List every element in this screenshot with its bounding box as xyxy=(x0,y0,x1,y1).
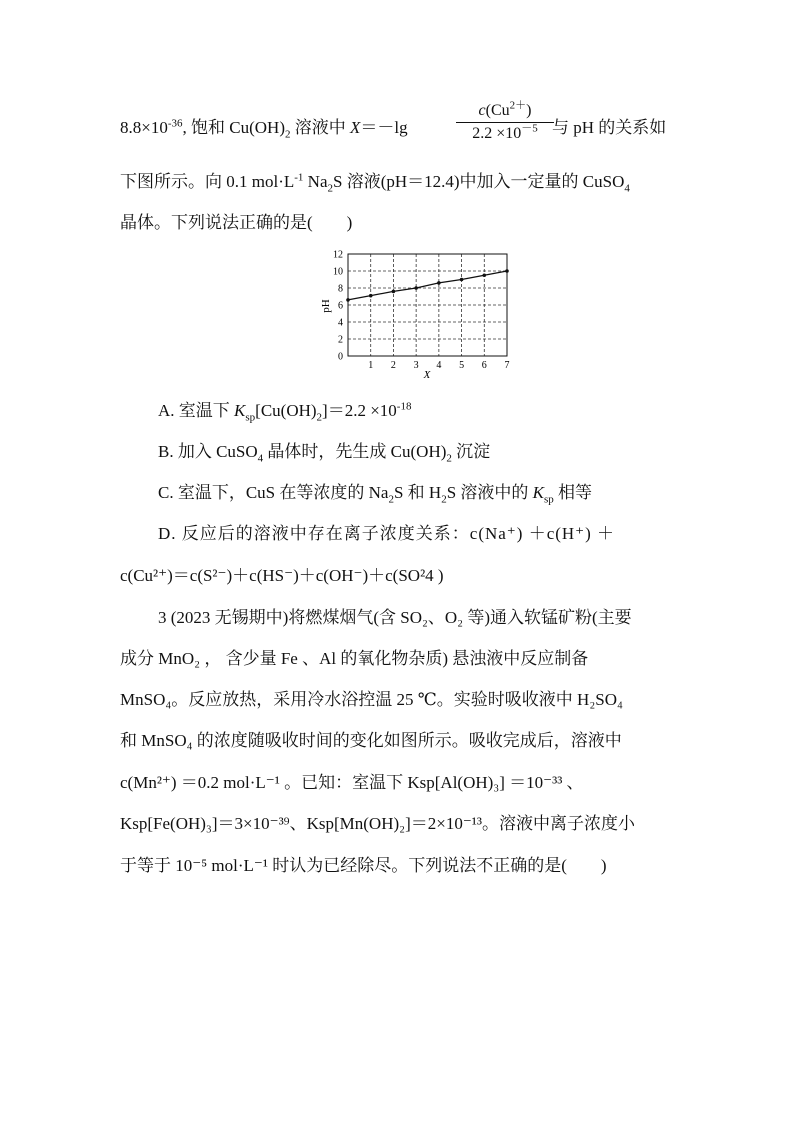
x-tick-label: 1 xyxy=(368,360,374,371)
q2-stem-line1-end: 与 pH 的关系如 xyxy=(552,118,667,137)
y-axis-label: pH xyxy=(320,299,332,313)
x-tick-label: 7 xyxy=(504,360,510,371)
data-point xyxy=(505,269,509,273)
q2-stem-line2: 下图所示。向 0.1 $mol\cdot L^{-1}$ $Na_2S$ 溶液(pH＝12.4)中加入一定量的 CuSO$_4$ xyxy=(120,171,630,195)
ph-vs-x-chart xyxy=(314,244,544,384)
q2-stem-line1: $8.8\times 10^{-36}$, 饱和 $Cu(OH)_2$ 溶液中 X＝－lg xyxy=(120,117,408,141)
y-tick-label: 12 xyxy=(333,249,343,261)
y-tick-label: 4 xyxy=(338,317,343,329)
q2-stem-line3: 晶体。下列说法正确的是( ) xyxy=(120,213,353,232)
option-c[interactable]: C. 室温下，CuS 在等浓度的 $Na_2S$ 和 $H_2S$ 溶液中的 $K_{sp}$ 相等 xyxy=(158,483,593,506)
x-tick-label: 5 xyxy=(459,360,465,371)
x-tick-label: 6 xyxy=(481,360,487,371)
q3-line5: c(Mn²⁺) ＝0.2 mol·L⁻¹ 。已知：室温下 Ksp[Al(OH)₃] ＝10⁻³³ 、 xyxy=(120,773,584,792)
data-point xyxy=(346,298,350,302)
x-tick-label: 2 xyxy=(390,360,396,371)
x-axis-label: X xyxy=(423,369,431,381)
data-point xyxy=(482,273,486,277)
y-tick-label: 6 xyxy=(338,300,343,312)
data-point xyxy=(437,281,441,285)
y-tick-label: 8 xyxy=(338,283,343,295)
option-d-continued: c(Cu²⁺)＝c(S²⁻)＋c(HS⁻)＋c(OH⁻)＋c(SO²4 ) xyxy=(120,566,444,585)
option-d[interactable]: D. 反应后的溶液中存在离子浓度关系：c(Na⁺) ＋c(H⁺) ＋ xyxy=(158,524,616,543)
data-point xyxy=(414,286,418,290)
q3-line6: Ksp[Fe(OH)₃]＝3×10⁻³⁹、Ksp[Mn(OH)₂]＝2×10⁻¹³。溶液中离子浓度小 xyxy=(120,814,635,833)
q3-line7: 于等于 10⁻⁵ mol·L⁻¹ 时认为已经除尽。下列说法不正确的是( ) xyxy=(120,856,607,875)
data-point xyxy=(460,278,464,282)
q3-line2: 成分 MnO₂ ， 含少量 Fe 、Al 的氧化物杂质) 悬浊液中反应制备 xyxy=(120,649,589,668)
q3-line3: MnSO₄。反应放热，采用冷水浴控温 25 ℃。实验时吸收液中 H₂SO₄ xyxy=(120,690,623,709)
x-tick-label: 3 xyxy=(413,360,419,371)
option-b[interactable]: B. 加入 CuSO$_4$ 晶体时，先生成 $Cu(OH)_2$ 沉淀 xyxy=(158,442,491,465)
data-point xyxy=(369,294,373,298)
q3-line1: 3 (2023 无锡期中)将燃煤烟气(含 SO₂、O₂ 等)通入软锰矿粉(主要 xyxy=(158,608,632,627)
data-point xyxy=(392,290,396,294)
q3-line4: 和 MnSO₄ 的浓度随吸收时间的变化如图所示。吸收完成后，溶液中 xyxy=(120,731,622,750)
option-a[interactable]: A. 室温下 $K_{sp}[Cu(OH)_2]=2.2 \times 10^{-18}$ xyxy=(158,400,412,424)
y-tick-label: 2 xyxy=(338,334,343,346)
x-definition-fraction: $c(Cu^{2+})$ $2.2 \times 10^{-5}$ xyxy=(450,102,560,143)
y-tick-label: 10 xyxy=(333,266,343,278)
y-tick-label: 0 xyxy=(338,351,343,363)
x-tick-label: 4 xyxy=(436,360,442,371)
chart-grid xyxy=(348,254,507,356)
chart-tick-labels xyxy=(333,250,510,372)
